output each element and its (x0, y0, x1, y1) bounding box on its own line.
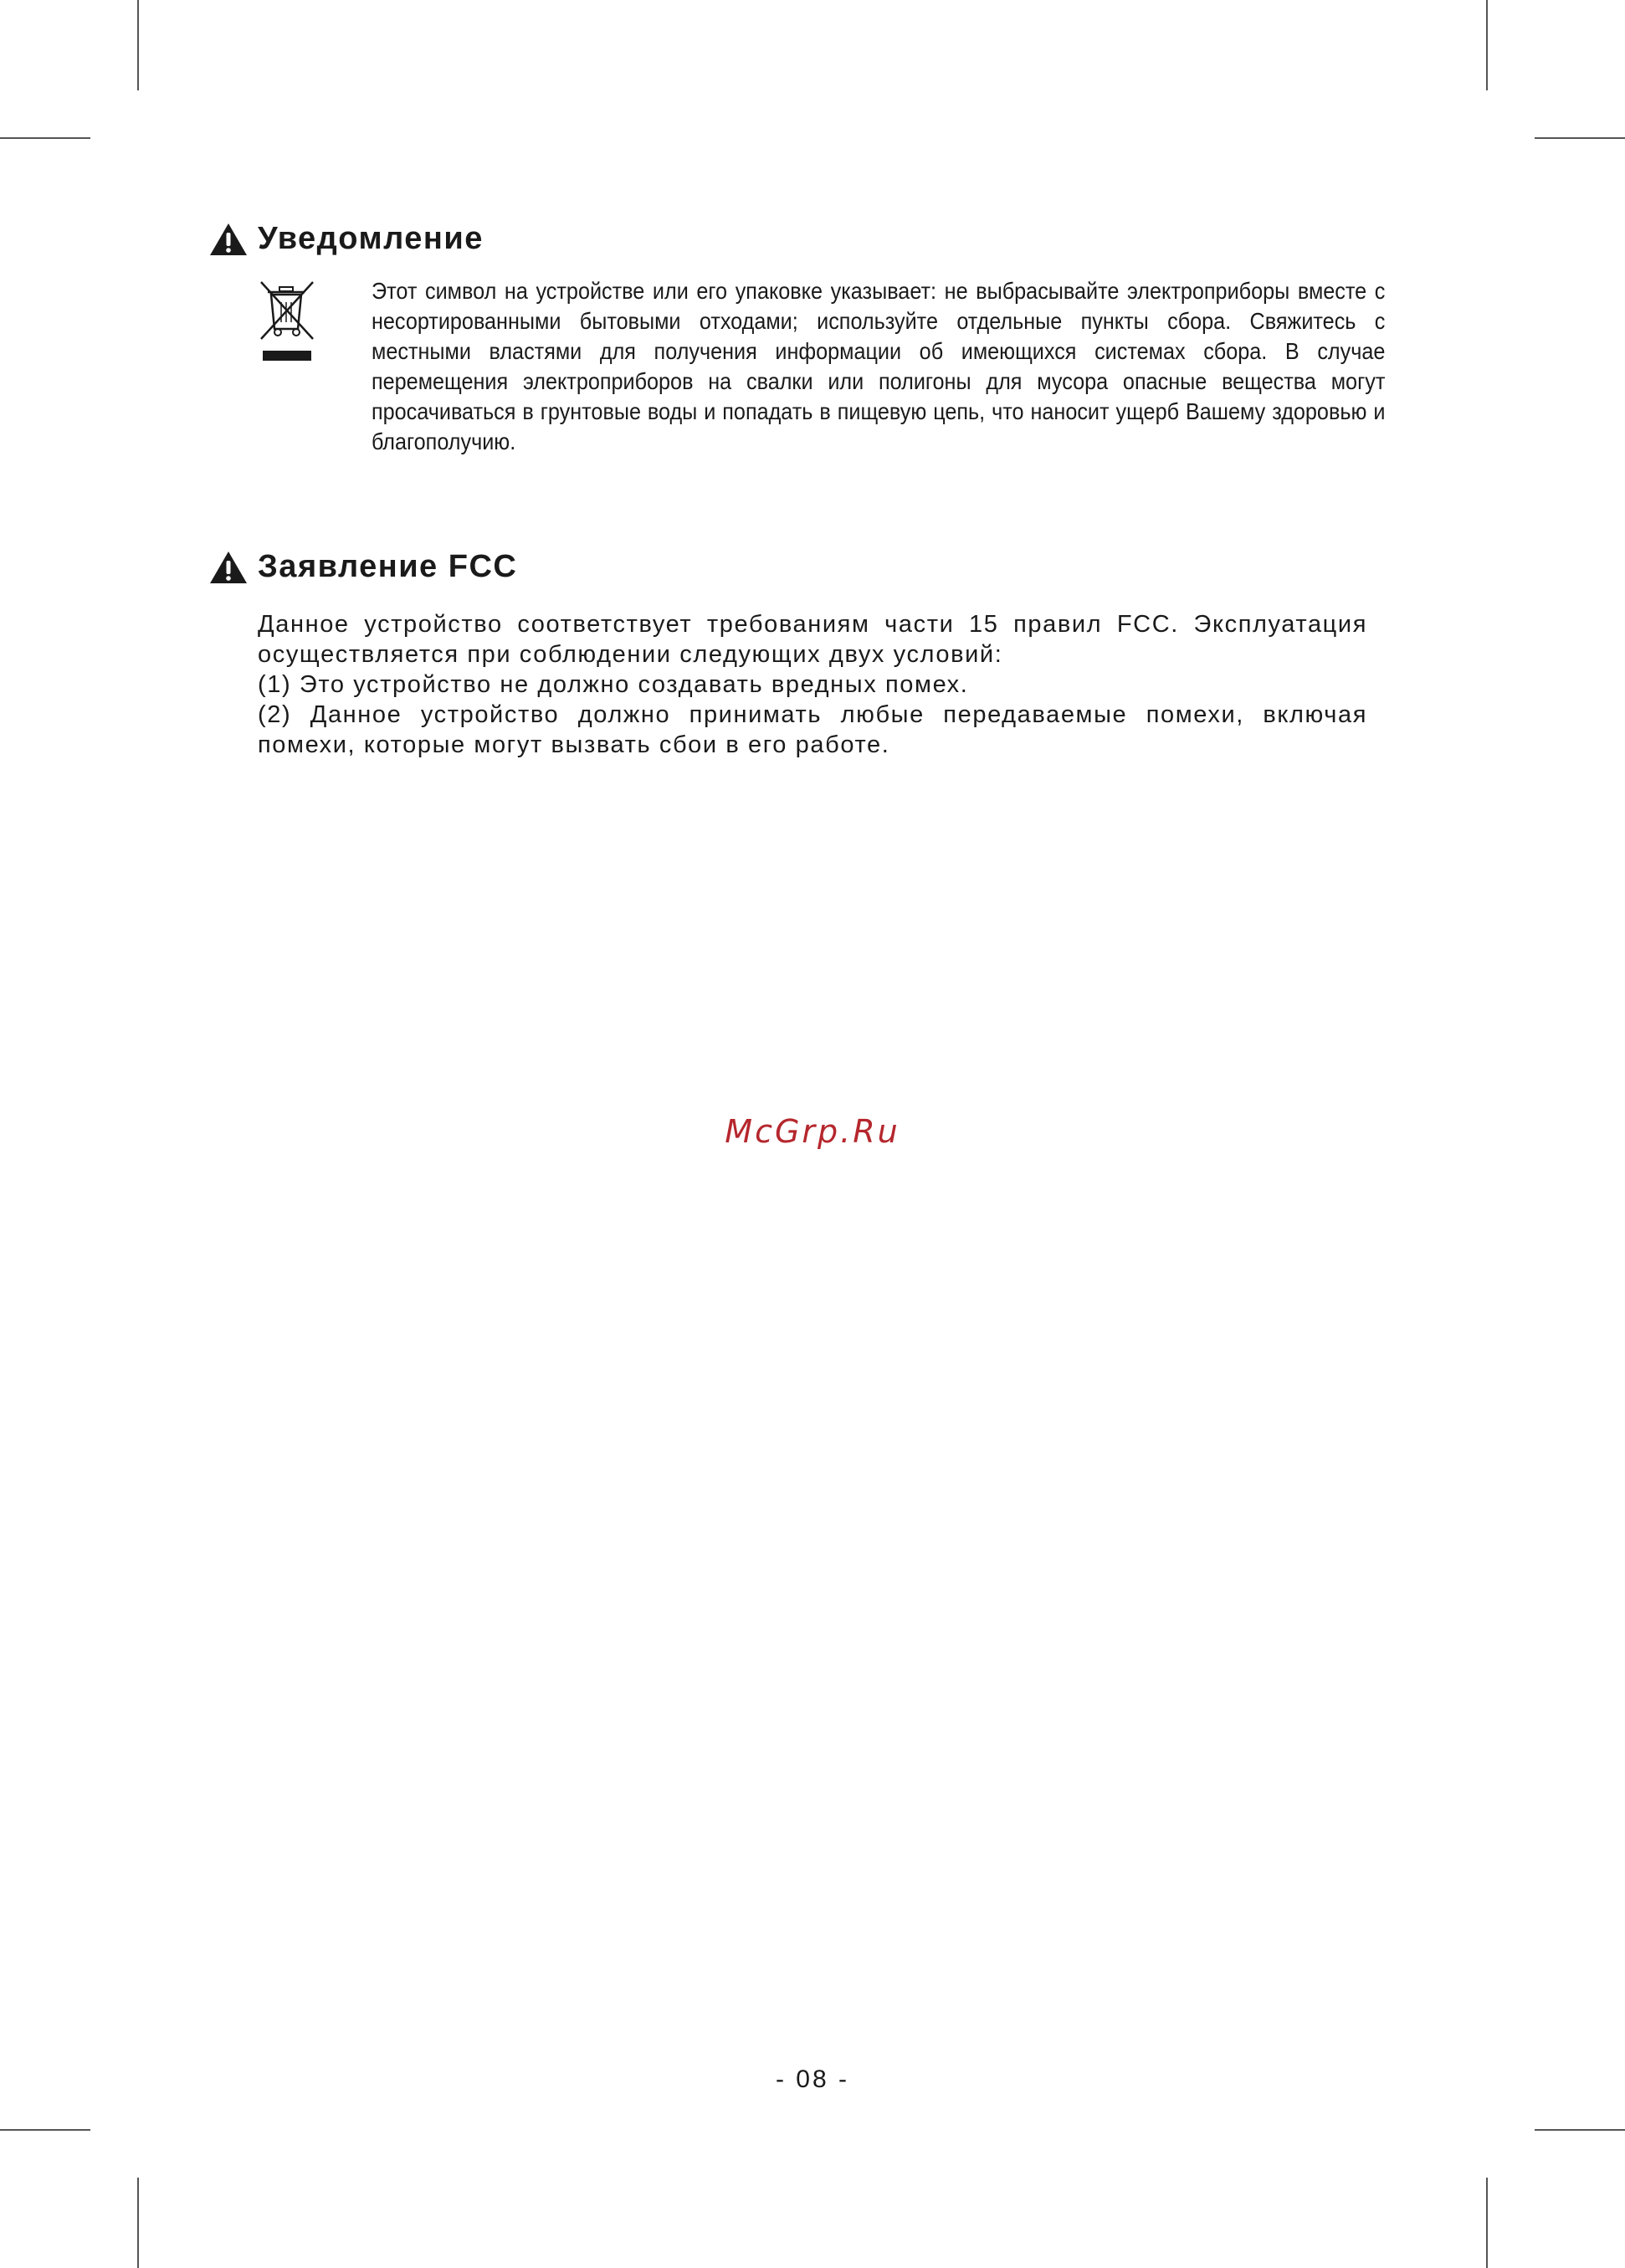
notice-heading-text: Уведомление (258, 221, 484, 256)
notice-body-text: Этот символ на устройстве или его упаковке указывает: не выбрасывайте электроприборы вместе с несортированными бытовыми отходами; используйте отдельные пункты сбора. Свяжитесь с местными властями для получения информации об имеющихся системах сбора. В случае перемещения электроприборов на свалки или полигоны для мусора опасные вещества могут просачиваться в грунтовые воды и попадать в пищевую цепь, что наносит ущерб Вашему здоровью и благополучию. (372, 278, 1386, 454)
watermark-text: McGrp.Ru (725, 1113, 900, 1150)
crossed-out-wheelie-bin-icon (256, 279, 318, 364)
crop-mark-top-right-vertical (1486, 0, 1488, 90)
fcc-paragraph-intro: Данное устройство соответствует требованиям части 15 правил FCC. Эксплуатация осуществляется при соблюдении следующих двух условий: (258, 611, 1367, 668)
crop-mark-top-right-horizontal (1535, 137, 1625, 139)
fcc-paragraph-condition-1: (1) Это устройство не должно создавать вредных помех. (258, 671, 969, 698)
crop-mark-bottom-left-horizontal (0, 2129, 90, 2131)
fcc-heading-text: Заявление FCC (258, 549, 518, 584)
warning-triangle-icon (209, 551, 248, 584)
crop-mark-bottom-left-vertical (137, 2178, 139, 2268)
fcc-body (258, 609, 1367, 760)
fcc-paragraph-condition-2: (2) Данное устройство должно принимать любые передаваемые помехи, включая помехи, которые могут вызвать сбои в его работе. (258, 701, 1367, 758)
crop-mark-top-left-vertical (137, 0, 139, 90)
notice-heading (209, 221, 484, 257)
crop-mark-bottom-right-vertical (1486, 2178, 1488, 2268)
fcc-heading (209, 549, 517, 585)
crop-mark-bottom-right-horizontal (1535, 2129, 1625, 2131)
page-number: - 08 - (775, 2065, 850, 2093)
crop-mark-top-left-horizontal (0, 137, 90, 139)
warning-triangle-icon (209, 223, 248, 256)
